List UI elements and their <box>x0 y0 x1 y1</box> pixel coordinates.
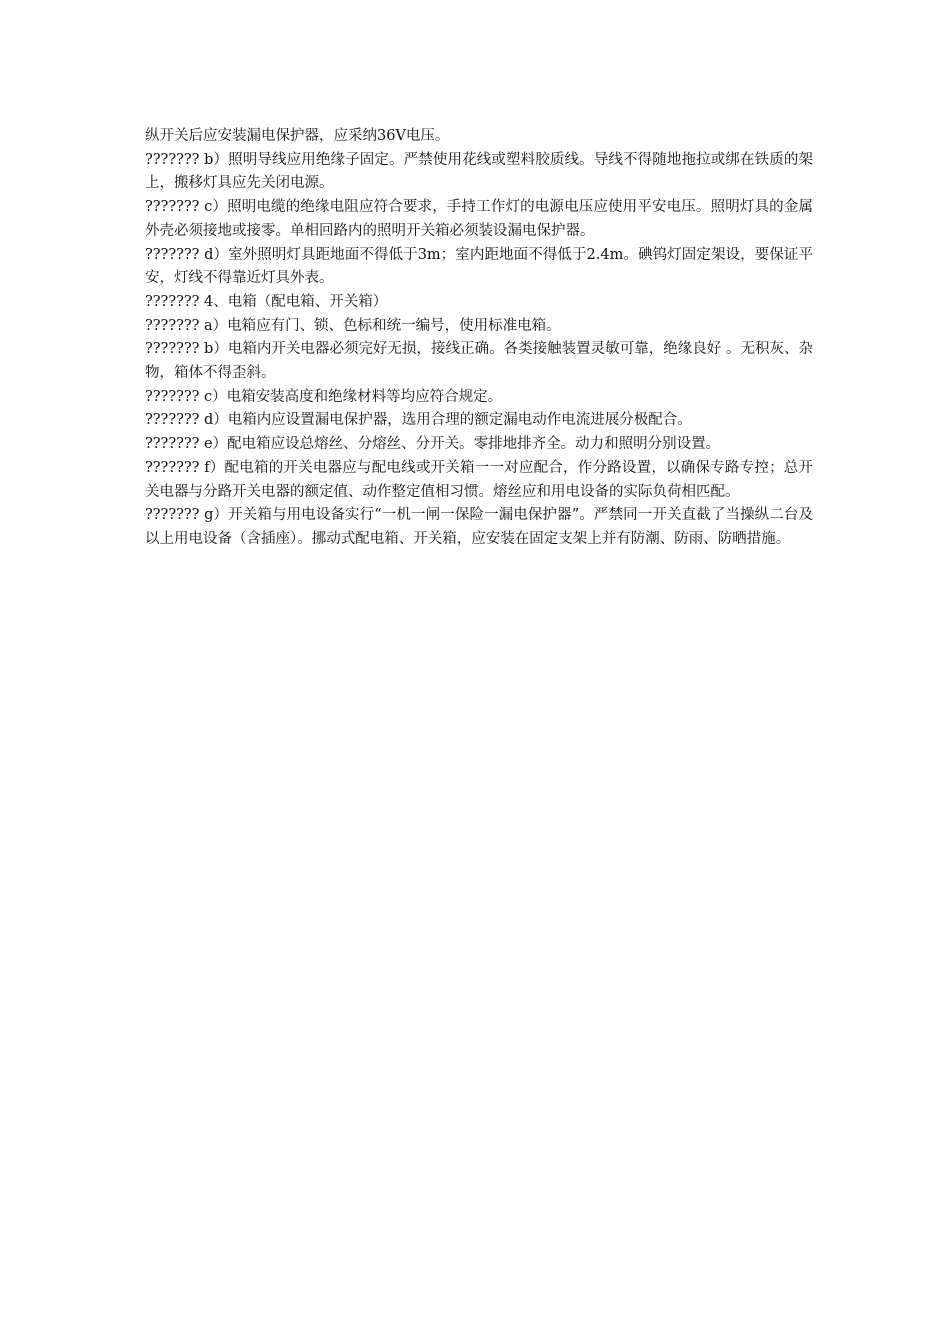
paragraph: ??????? d）室外照明灯具距地面不得低于3m；室内距地面不得低于2.4m。碘钨灯固定架设，要保证平安，灯线不得靠近灯具外表。 <box>145 246 813 287</box>
paragraph: ??????? g）开关箱与用电设备实行“一机一闸一保险一漏电保护器”。严禁同一开关直截了当操纵二台及以上用电设备（含插座）。挪动式配电箱、开关箱，应安装在固定支架上并有防潮、防雨、防晒措施。 <box>145 507 813 547</box>
paragraph: 纵开关后应安装漏电保护器，应采纳36V电压。 <box>145 128 450 144</box>
paragraph: ??????? c）照明电缆的绝缘电阻应符合要求，手持工作灯的电源电压应使用平安电压。照明灯具的金属外壳必须接地或接零。单相回路内的照明开关箱必须装设漏电保护器。 <box>145 199 813 239</box>
section-heading: ??????? 4、电箱（配电箱、开关箱） <box>145 293 388 310</box>
paragraph: ??????? c）电箱安装高度和绝缘材料等均应符合规定。 <box>145 388 503 405</box>
paragraph: ??????? f）配电箱的开关电器应与配电线或开关箱一一对应配合，作分路设置，以确保专路专控；总开关电器与分路开关电器的额定值、动作整定值相习惯。熔丝应和用电设备的实际负荷相匹配。 <box>145 459 813 500</box>
paragraph: ??????? d）电箱内应设置漏电保护器，选用合理的额定漏电动作电流进展分极配合。 <box>145 412 692 429</box>
paragraph: ??????? e）配电箱应设总熔丝、分熔丝、分开关。零排地排齐全。动力和照明分别设置。 <box>145 436 721 453</box>
paragraph: ??????? b）电箱内开关电器必须完好无损，接线正确。各类接触装置灵敏可靠，绝缘良好 。无积灰、杂物，箱体不得歪斜。 <box>145 341 813 382</box>
paragraph: ??????? b）照明导线应用绝缘子固定。严禁使用花线或塑料胶质线。导线不得随地拖拉或绑在铁质的架上，搬移灯具应先关闭电源。 <box>145 151 813 192</box>
document-body <box>145 125 813 552</box>
paragraph: ??????? a）电箱应有门、锁、色标和统一编号，使用标准电箱。 <box>145 317 561 334</box>
